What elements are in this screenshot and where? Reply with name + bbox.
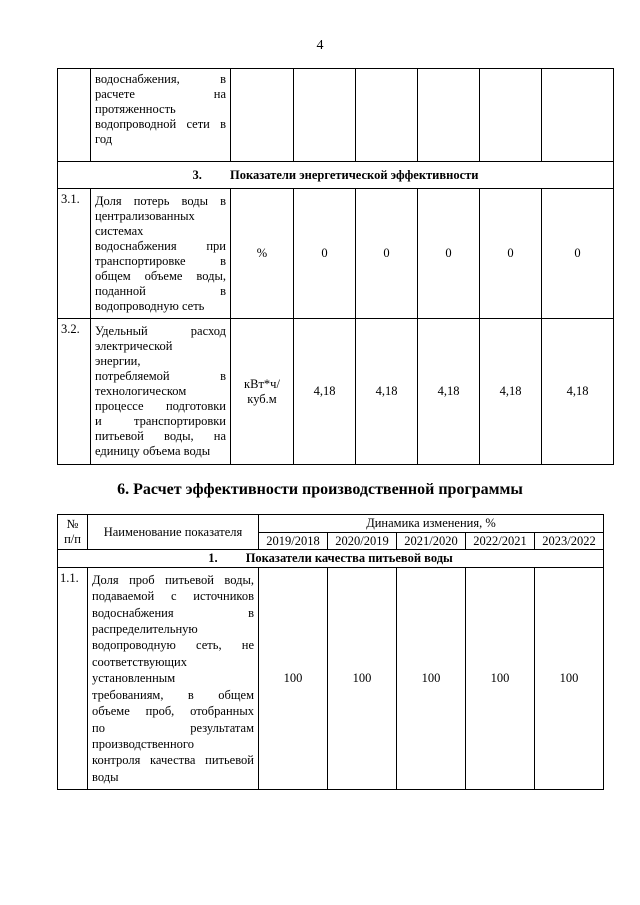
section-header-row bbox=[58, 162, 614, 189]
section-header-row bbox=[58, 550, 604, 568]
section-6-title: 6. Расчет эффективности производственной программы bbox=[117, 481, 523, 498]
value-cell: 100 bbox=[259, 568, 328, 790]
row-number: 1.1. bbox=[58, 568, 88, 790]
page-number: 4 bbox=[316, 38, 324, 53]
period-header: 2019/2018 bbox=[259, 533, 328, 550]
value-cell: 0 bbox=[356, 189, 418, 319]
section-1-title: 1. Показатели качества питьевой воды bbox=[58, 550, 604, 568]
value-cell: 4,18 bbox=[480, 319, 542, 465]
table-header-row bbox=[58, 515, 604, 533]
period-header: 2023/2022 bbox=[535, 533, 604, 550]
value-cell: 4,18 bbox=[542, 319, 614, 465]
period-header: 2021/2020 bbox=[397, 533, 466, 550]
row-number: 3.1. bbox=[58, 189, 91, 319]
period-header: 2020/2019 bbox=[328, 533, 397, 550]
unit-cell: кВт*ч/ куб.м bbox=[231, 319, 294, 465]
value-cell: 100 bbox=[466, 568, 535, 790]
table-row bbox=[58, 189, 614, 319]
table-row bbox=[58, 568, 604, 790]
table-row bbox=[58, 319, 614, 465]
value-cell: 100 bbox=[328, 568, 397, 790]
value-cell: 0 bbox=[542, 189, 614, 319]
program-efficiency-table bbox=[57, 514, 604, 790]
value-cell: 4,18 bbox=[294, 319, 356, 465]
indicator-name: Удельный расход электрической энергии, потребляемой в технологическом процессе подготовки и транспортировки питьевой воды, на единицу объема воды bbox=[91, 319, 231, 465]
indicator-name-header: Наименование показателя bbox=[88, 515, 259, 550]
value-cell: 100 bbox=[397, 568, 466, 790]
section-3-title: 3. Показатели энергетической эффективности bbox=[58, 162, 614, 189]
energy-efficiency-table bbox=[57, 68, 614, 465]
value-cell: 0 bbox=[480, 189, 542, 319]
value-cell: 100 bbox=[535, 568, 604, 790]
indicator-name: Доля проб питьевой воды, подаваемой с источников водоснабжения в распределительную водопроводную сеть, не соответствующих установленным требованиям, в общем объеме проб, отобранных по результатам производственного контроля качества питьевой воды bbox=[88, 568, 259, 790]
number-header: № п/п bbox=[58, 515, 88, 550]
value-cell: 4,18 bbox=[356, 319, 418, 465]
table-row bbox=[58, 69, 614, 162]
period-header: 2022/2021 bbox=[466, 533, 535, 550]
value-cell: 4,18 bbox=[418, 319, 480, 465]
dynamics-header: Динамика изменения, % bbox=[259, 515, 604, 533]
indicator-name-continued: водоснабжения, в расчете на протяженность водопроводной сети в год bbox=[91, 69, 231, 162]
row-number: 3.2. bbox=[58, 319, 91, 465]
unit-cell: % bbox=[231, 189, 294, 319]
indicator-name: Доля потерь воды в централизованных системах водоснабжения при транспортировке в общем объеме воды, поданной в водопроводную сеть bbox=[91, 189, 231, 319]
value-cell: 0 bbox=[418, 189, 480, 319]
value-cell: 0 bbox=[294, 189, 356, 319]
